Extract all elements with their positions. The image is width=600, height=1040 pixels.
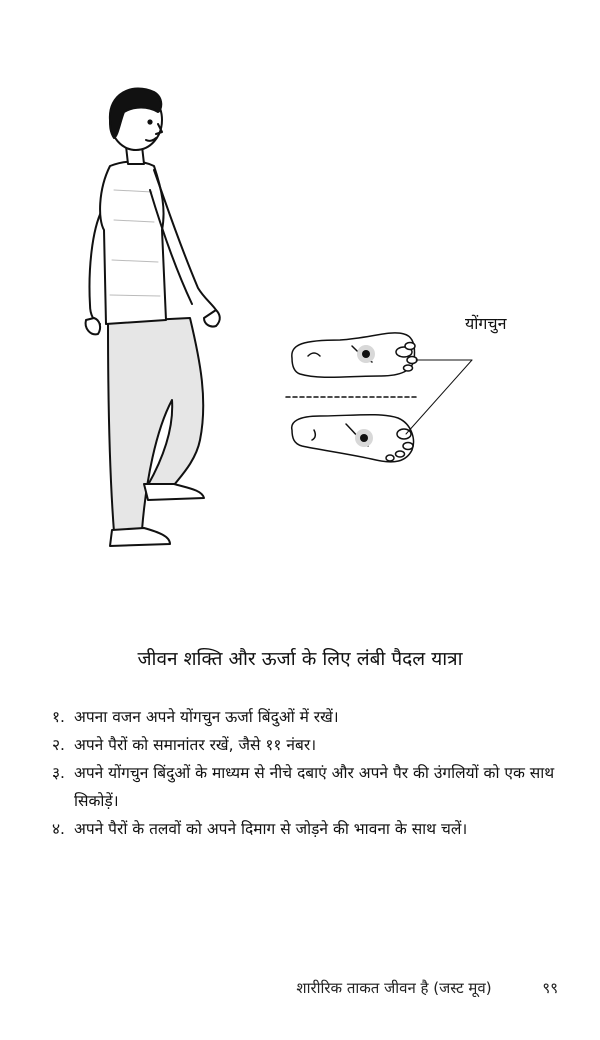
list-item [52, 703, 572, 731]
section-title: जीवन शक्ति और ऊर्जा के लिए लंबी पैदल यात्रा [137, 648, 463, 670]
step-text: अपने पैरों के तलवों को अपने दिमाग से जोड़ने की भावना के साथ चलें। [74, 820, 468, 838]
step-text: अपने पैरों को समानांतर रखें, जैसे ११ नंबर। [74, 736, 317, 754]
foot-soles-diagram [280, 300, 480, 480]
page-footer [296, 978, 558, 998]
step-text: अपना वजन अपने योंगचुन ऊर्जा बिंदुओं में रखें। [74, 708, 339, 726]
step-number: ४. [52, 820, 65, 838]
yongchun-point-label: योंगचुन [465, 314, 507, 333]
instruction-list [52, 703, 572, 843]
page-number: ९९ [542, 979, 558, 997]
book-title: शारीरिक ताकत जीवन है (जस्ट मूव) [296, 979, 492, 997]
list-item [52, 759, 572, 815]
step-text: अपने योंगचुन बिंदुओं के माध्यम से नीचे दबाएं और अपने पैर की उंगलियों को एक साथ सिकोड़ें। [74, 764, 555, 810]
step-number: १. [52, 708, 65, 726]
walking-man-figure [70, 80, 240, 550]
list-item [52, 731, 572, 759]
step-number: २. [52, 736, 65, 754]
list-item [52, 815, 572, 843]
step-number: ३. [52, 764, 65, 782]
